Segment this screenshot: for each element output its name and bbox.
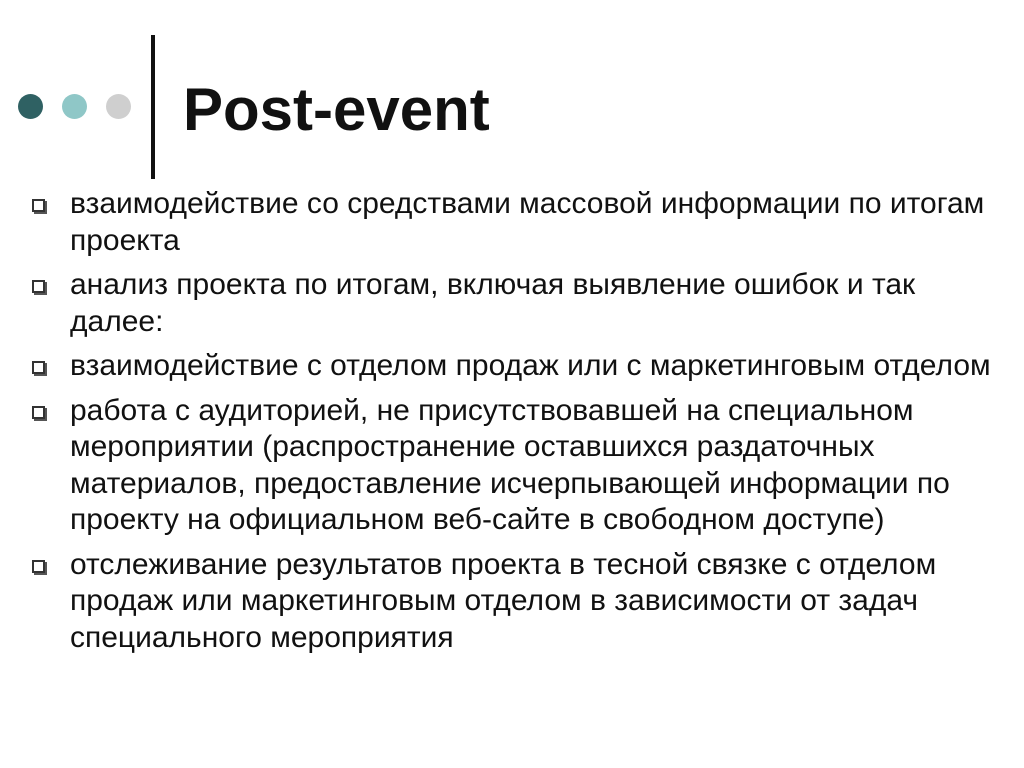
bullet-text: работа с аудиторией, не присутствовавшей на специальном мероприятии (распространение оставшихся раздаточных материалов, предоставление исчерпывающей информации по проекту на официальном веб-сайте в свободном доступе) — [70, 393, 950, 536]
bullet-text: взаимодействие с отделом продаж или с маркетинговым отделом — [70, 349, 991, 382]
bullet-item — [30, 547, 1002, 657]
hollow-square-bullet-icon — [32, 560, 45, 573]
bullet-text: взаимодействие со средствами массовой информации по итогам проекта — [70, 187, 985, 257]
bullet-list — [30, 186, 1002, 664]
dark-teal-dot-icon — [18, 94, 43, 119]
slide-title: Post-event — [183, 76, 490, 143]
bullet-item — [30, 393, 1002, 539]
bullet-item — [30, 348, 1002, 385]
hollow-square-bullet-icon — [32, 280, 45, 293]
hollow-square-bullet-icon — [32, 361, 45, 374]
gray-dot-icon — [106, 94, 131, 119]
hollow-square-bullet-icon — [32, 406, 45, 419]
hollow-square-bullet-icon — [32, 199, 45, 212]
title-divider — [151, 35, 155, 179]
bullet-item — [30, 186, 1002, 259]
bullet-text: отслеживание результатов проекта в тесной связке с отделом продаж или маркетинговым отделом в зависимости от задач специального мероприятия — [70, 547, 937, 654]
bullet-text: анализ проекта по итогам, включая выявление ошибок и так далее: — [70, 268, 916, 338]
bullet-item — [30, 267, 1002, 340]
light-teal-dot-icon — [62, 94, 87, 119]
